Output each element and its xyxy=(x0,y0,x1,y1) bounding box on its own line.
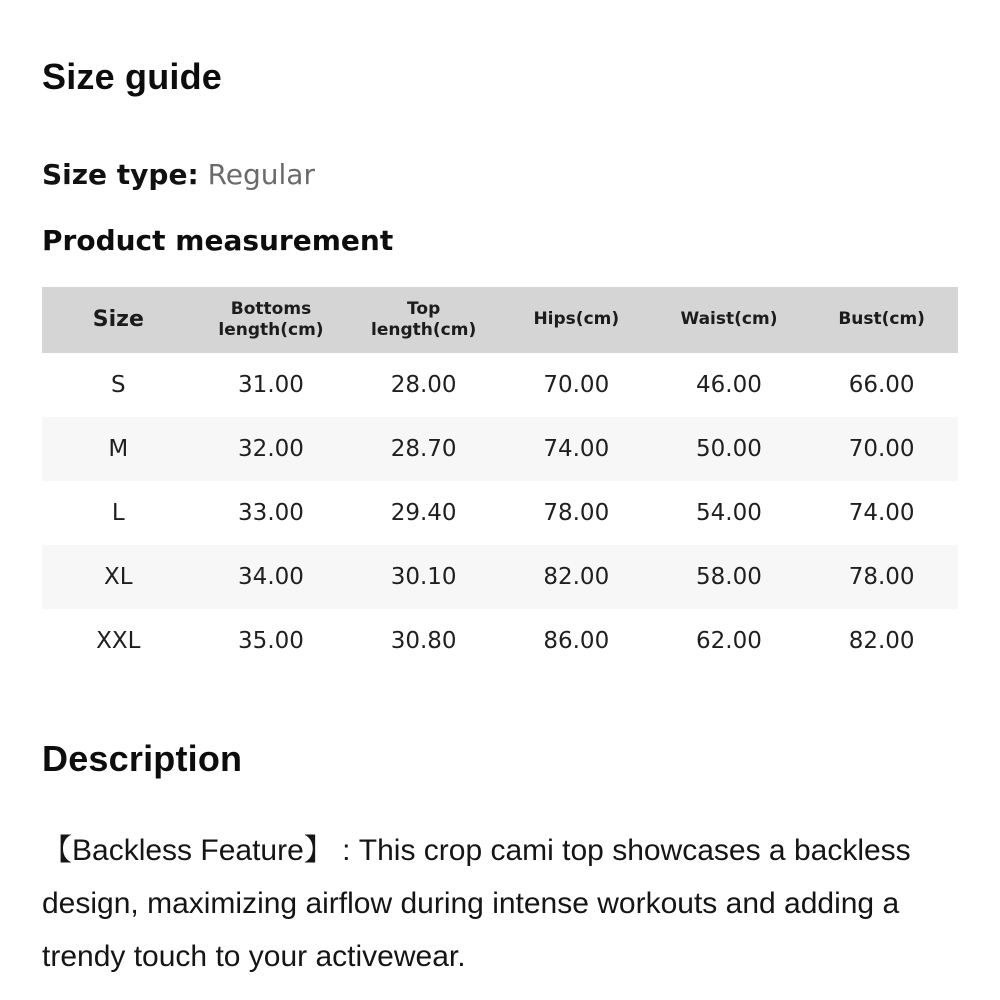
measurement-cell: 74.00 xyxy=(848,500,915,526)
measurement-cell: 34.00 xyxy=(238,564,304,590)
table-row xyxy=(42,353,958,417)
measurement-cell: 82.00 xyxy=(543,564,610,590)
measurement-cell: 70.00 xyxy=(848,436,915,462)
size-measurement-table xyxy=(42,287,958,673)
measurement-cell: 70.00 xyxy=(543,372,610,398)
size-label-cell: M xyxy=(108,436,129,462)
measurement-cell: 58.00 xyxy=(696,564,762,590)
measurement-cell: 46.00 xyxy=(696,372,762,398)
measurement-cell: 62.00 xyxy=(696,628,762,654)
table-row xyxy=(42,417,958,481)
size-table-header xyxy=(42,287,958,353)
measurement-cell: 32.00 xyxy=(238,436,304,462)
measurement-cell: 30.10 xyxy=(390,564,457,590)
column-header-size: Size xyxy=(92,307,144,333)
header-row xyxy=(42,287,958,353)
description-title: Description xyxy=(42,738,243,779)
product-measurement-title: Product measurement xyxy=(42,224,394,257)
size-type-label: Size type: xyxy=(42,158,199,191)
measurement-cell: 54.00 xyxy=(696,500,762,526)
measurement-cell: 28.00 xyxy=(390,372,457,398)
table-row xyxy=(42,545,958,609)
measurement-cell: 30.80 xyxy=(390,628,457,654)
size-type-line xyxy=(42,158,315,191)
measurement-cell: 35.00 xyxy=(238,628,304,654)
size-label-cell: XXL xyxy=(96,628,141,654)
column-header: Top length(cm) xyxy=(371,298,477,340)
page-title: Size guide xyxy=(42,56,223,97)
measurement-cell: 78.00 xyxy=(848,564,915,590)
column-header: Bust(cm) xyxy=(838,309,925,330)
measurement-cell: 86.00 xyxy=(543,628,610,654)
measurement-cell: 28.70 xyxy=(390,436,457,462)
table-row xyxy=(42,609,958,673)
column-header: Bottoms length(cm) xyxy=(218,298,324,340)
size-label-cell: S xyxy=(111,372,126,398)
size-table-body xyxy=(42,353,958,673)
size-label-cell: L xyxy=(111,500,125,526)
measurement-cell: 82.00 xyxy=(848,628,915,654)
measurement-cell: 74.00 xyxy=(543,436,610,462)
measurement-cell: 78.00 xyxy=(543,500,610,526)
column-header: Hips(cm) xyxy=(533,309,620,330)
table-row xyxy=(42,481,958,545)
measurement-cell: 31.00 xyxy=(238,372,304,398)
measurement-cell: 29.40 xyxy=(390,500,457,526)
description-text: 【Backless Feature】 : This crop cami top showcases a backless design, maximizing airflow during intense workouts and adding a trendy touch to your activewear. xyxy=(42,834,911,973)
size-label-cell: XL xyxy=(104,564,133,590)
size-type-value: Regular xyxy=(207,158,315,191)
measurement-cell: 50.00 xyxy=(696,436,762,462)
measurement-cell: 66.00 xyxy=(848,372,915,398)
measurement-cell: 33.00 xyxy=(238,500,304,526)
column-header: Waist(cm) xyxy=(680,309,778,330)
